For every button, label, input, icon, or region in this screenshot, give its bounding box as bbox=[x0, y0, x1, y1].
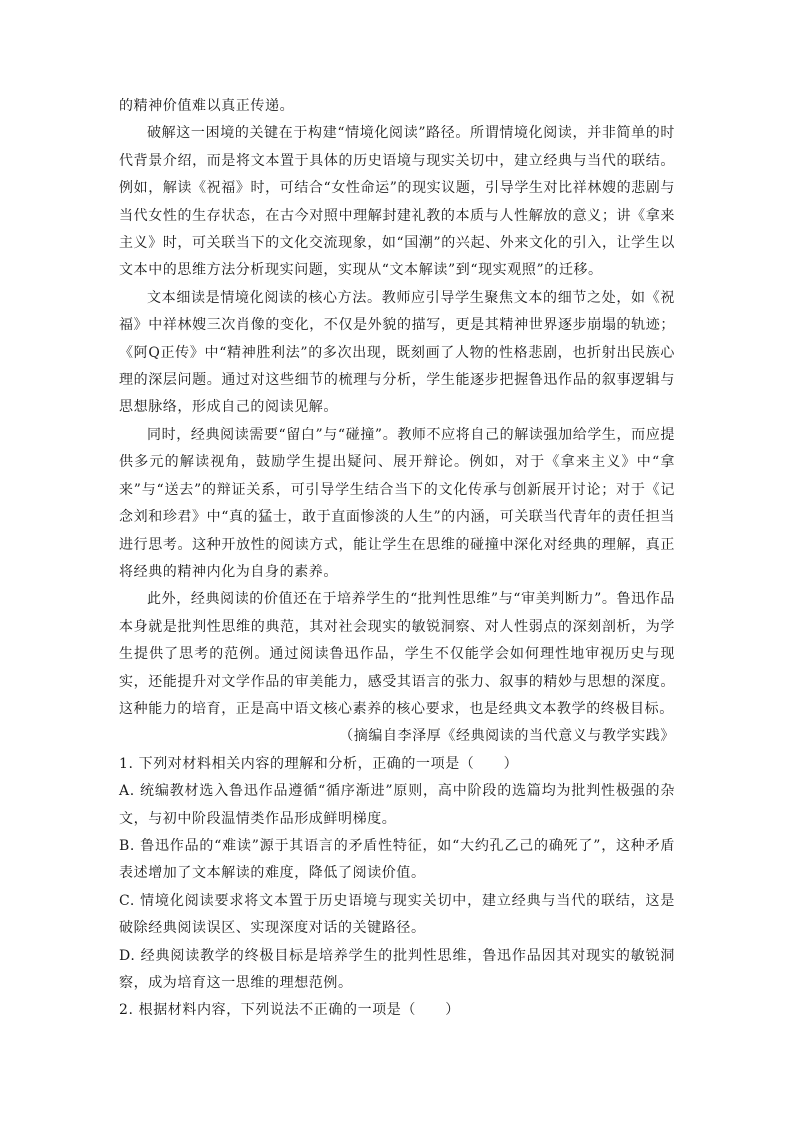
question-1-option-d: D. 经典阅读教学的终极目标是培养学生的批判性思维，鲁迅作品因其对现实的敏锐洞察，成为培育这一思维的理想范例。 bbox=[119, 947, 675, 991]
paragraph-close-reading: 文本细读是情境化阅读的核心方法。教师应引导学生聚焦文本的细节之处，如《祝福》中祥林嫂三次肖像的变化，不仅是外貌的描写，更是其精神世界逐步崩塌的轨迹；《阿Q正传》中“精神胜利法”的多次出现，既刻画了人物的性格悲剧，也折射出民族心理的深层问题。通过对这些细节的梳理与分析，学生能逐步把握鲁迅作品的叙事逻辑与思想脉络，形成自己的阅读见解。 bbox=[119, 289, 675, 416]
article-source: （摘编自李泽厚《经典阅读的当代意义与教学实践》 bbox=[339, 728, 675, 745]
paragraph-critical-thinking: 此外，经典阅读的价值还在于培养学生的“批判性思维”与“审美判断力”。鲁迅作品本身就是批判性思维的典范，其对社会现实的敏锐洞察、对人性弱点的深刻剖析，为学生提供了思考的范例。通过阅读鲁迅作品，学生不仅能学会如何理性地审视历史与现实，还能提升对文学作品的审美能力，感受其语言的张力、叙事的精妙与思想的深度。这种能力的培育，正是高中语文核心素养的核心要求，也是经典文本教学的终极目标。 bbox=[119, 591, 675, 717]
question-2-stem: 2. 根据材料内容，下列说法不正确的一项是（ ） bbox=[119, 1002, 460, 1019]
question-1-option-a: A. 统编教材选入鲁迅作品遵循“循序渐进”原则，高中阶段的选篇均为批判性极强的杂文，与初中阶段温情类作品形成鲜明梯度。 bbox=[119, 783, 675, 827]
article-body bbox=[119, 93, 675, 1025]
paragraph-continuation: 的精神价值难以真正传递。 bbox=[119, 98, 295, 114]
question-1-stem: 1. 下列对材料相关内容的理解和分析，正确的一项是（ ） bbox=[119, 755, 519, 772]
question-1-option-b: B. 鲁迅作品的“难读”源于其语言的矛盾性特征，如“大约孔乙己的确死了”，这种矛盾表述增加了文本解读的难度，降低了阅读价值。 bbox=[119, 837, 675, 882]
question-1-option-c: C. 情境化阅读要求将文本置于历史语境与现实关切中，建立经典与当代的联结，这是破除经典阅读误区、实现深度对话的关键路径。 bbox=[119, 892, 675, 937]
paragraph-blank-and-collision: 同时，经典阅读需要“留白”与“碰撞”。教师不应将自己的解读强加给学生，而应提供多元的解读视角，鼓励学生提出疑问、展开辩论。例如，对于《拿来主义》中“拿来”与“送去”的辩证关系，可引导学生结合当下的文化传承与创新展开讨论；对于《记念刘和珍君》中“真的猛士，敢于直面惨淡的人生”的内涵，可关联当代青年的责任担当进行思考。这种开放性的阅读方式，能让学生在思维的碰撞中深化对经典的理解，真正将经典的精神内化为自身的素养。 bbox=[119, 426, 675, 580]
paragraph-situational-reading: 破解这一困境的关键在于构建“情境化阅读”路径。所谓情境化阅读，并非简单的时代背景介绍，而是将文本置于具体的历史语境与现实关切中，建立经典与当代的联结。例如，解读《祝福》时，可结合“女性命运”的现实议题，引导学生对比祥林嫂的悲剧与当代女性的生存状态，在古今对照中理解封建礼教的本质与人性解放的意义；讲《拿来主义》时，可关联当下的文化交流现象，如“国潮”的兴起、外来文化的引入，让学生以文本中的思维方法分析现实问题，实现从“文本解读”到“现实观照”的迁移。 bbox=[119, 125, 675, 279]
